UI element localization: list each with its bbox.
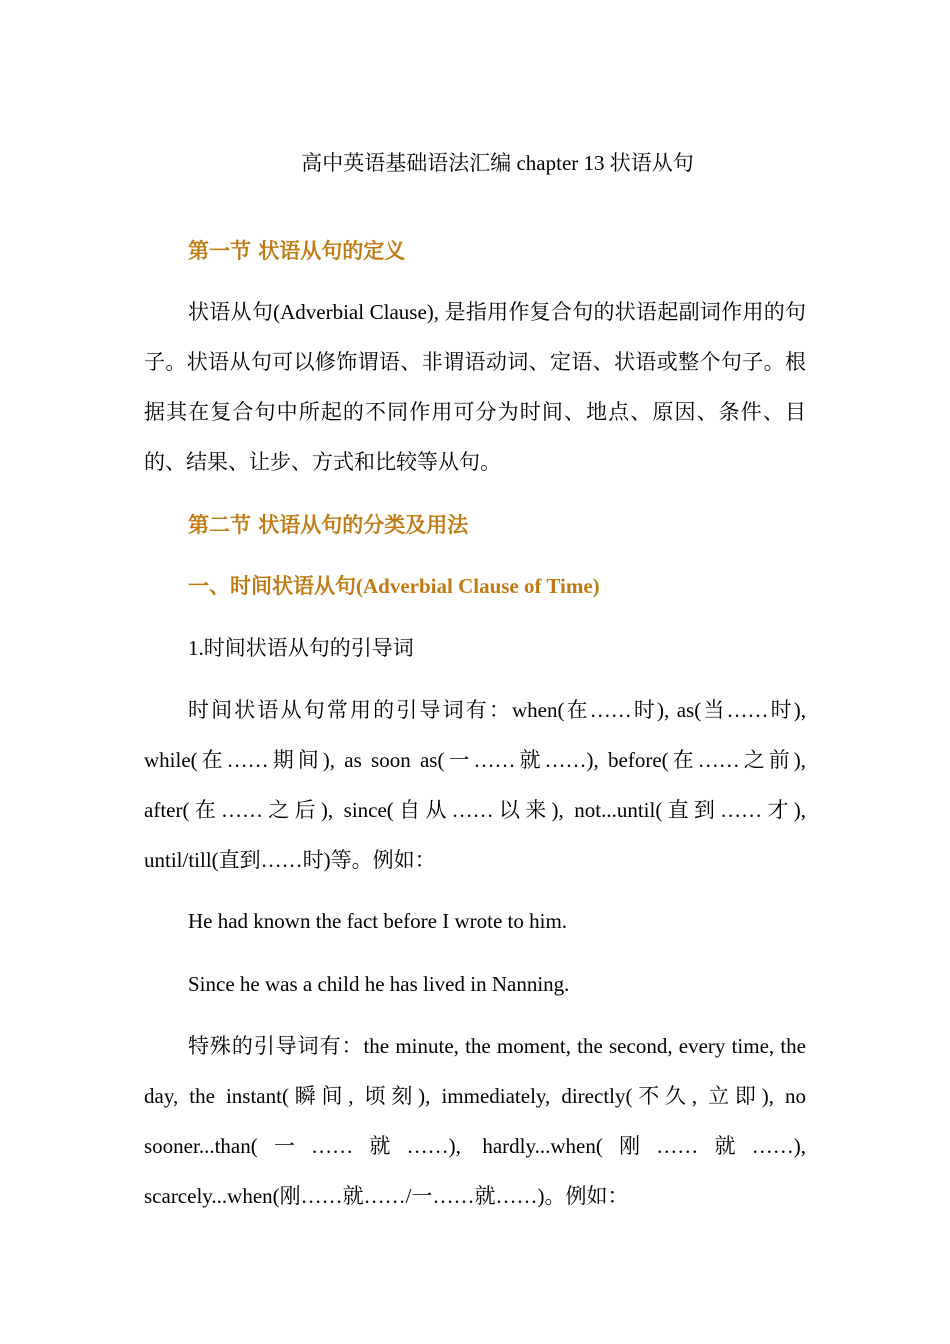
example-sentence: He had known the fact before I wrote to him. bbox=[188, 909, 568, 933]
section-heading-classification: 第二节 状语从句的分类及用法 bbox=[188, 513, 469, 537]
item-heading-conjunctions: 1.时间状语从句的引导词 bbox=[188, 636, 414, 660]
common-conjunctions-paragraph: 时间状语从句常用的引导词有：when(在……时), as(当……时), while(在……期间), as soon as(一……就……), before(在……之前), after(在……之后), since(自从……以来), not...until(直到……才), until/till(直到……时)等。例如： bbox=[144, 698, 806, 872]
special-conjunctions-paragraph: 特殊的引导词有：the minute, the moment, the second, every time, the day, the instant(瞬间, 顷刻), immediately, directly(不久, 立即), no sooner...than(一……就……), hardly...when(刚……就……), scarcely...when(刚……就……/一……就……)。例如： bbox=[144, 1034, 806, 1208]
example-sentence: Since he was a child he has lived in Nanning. bbox=[188, 972, 570, 996]
document-title: 高中英语基础语法汇编 chapter 13 状语从句 bbox=[301, 151, 694, 175]
definition-paragraph: 状语从句(Adverbial Clause), 是指用作复合句的状语起副词作用的句子。状语从句可以修饰谓语、非谓语动词、定语、状语或整个句子。根据其在复合句中所起的不同作用可分为时间、地点、原因、条件、目的、结果、让步、方式和比较等从句。 bbox=[144, 300, 806, 474]
subsection-heading-time-clause: 一、时间状语从句(Adverbial Clause of Time) bbox=[188, 574, 600, 598]
section-heading-definition: 第一节 状语从句的定义 bbox=[188, 239, 406, 263]
